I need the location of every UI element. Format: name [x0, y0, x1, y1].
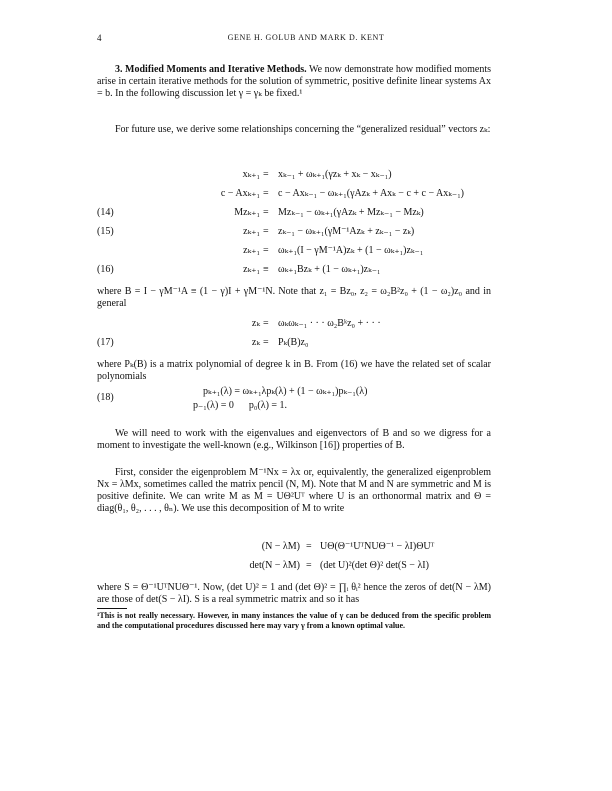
- equation-rhs: ωₖωₖ₋₁ · · · ω₂Bᵏz₀ + · · ·: [278, 318, 381, 329]
- paragraph-where-S: where S = Θ⁻¹UᵀNUΘ⁻¹. Now, (det U)² = 1 and (det Θ)² = ∏ᵢ θᵢ² hence the zeros of det(N − λM) are those of det(S − λI). S is a real symmetric matrix and so it has: [97, 582, 491, 605]
- equation-lhs: zₖ₊₁: [243, 245, 260, 256]
- equation-lhs: zₖ: [251, 337, 260, 348]
- equation-relation: =: [263, 245, 269, 256]
- equation-label-14: (14): [97, 207, 114, 218]
- equation-relation: =: [306, 560, 312, 571]
- equation-line: pₖ₊₁(λ) = ωₖ₊₁λpₖ(λ) + (1 − ωₖ₊₁)pₖ₋₁(λ): [203, 386, 368, 397]
- equation-relation: =: [306, 541, 312, 552]
- equation-lhs: xₖ₊₁: [242, 169, 260, 180]
- equation-rhs: UΘ(Θ⁻¹UᵀNUΘ⁻¹ − λI)ΘUᵀ: [320, 541, 435, 552]
- paragraph-first: First, consider the eigenproblem M⁻¹Nx = λx or, equivalently, the generalized eigenproblem Nx = λMx, sometimes called the matrix pencil (N, M). Note that M and N are symmetric and M is positive definite. We can write M as M = UΘ²Uᵀ where U is an orthonormal matrix and Θ = diag(θ₁, θ₂, . . . , θₙ). We use this decomposition of M to write: [97, 467, 491, 514]
- equation-relation: =: [263, 226, 269, 237]
- paragraph-future-use: For future use, we derive some relationships concerning the “generalized residual” vectors zₖ:: [115, 124, 491, 135]
- equation-lhs: c − Axₖ₊₁: [220, 188, 260, 199]
- equation-rhs: Mzₖ₋₁ − ωₖ₊₁(γAzₖ + Mzₖ₋₁ − Mzₖ): [278, 207, 424, 218]
- section-intro-text: We now demonstrate how modified moments arise in certain iterative methods for the solution of symmetric, positive definite linear systems Ax = b. In the following discussion let γ = γₖ be fixed.¹: [97, 64, 492, 99]
- equation-label-16: (16): [97, 264, 114, 275]
- equation-relation: =: [263, 318, 269, 329]
- equation-relation: =: [263, 337, 269, 348]
- equation-rhs: ωₖ₊₁Bzₖ + (1 − ωₖ₊₁)zₖ₋₁: [278, 264, 381, 275]
- equation-relation: =: [263, 207, 269, 218]
- paragraph-eigen: We will need to work with the eigenvalues and eigenvectors of B and so we digress for a moment to investigate the well-known (e.g., Wilkinson [16]) properties of B.: [97, 428, 491, 451]
- running-title: GENE H. GOLUB AND MARK D. KENT: [227, 33, 385, 42]
- footnote-rule: [97, 608, 127, 609]
- page-number: 4: [97, 33, 102, 43]
- equation-rhs: xₖ₋₁ + ωₖ₊₁(γzₖ + xₖ − xₖ₋₁): [278, 169, 392, 180]
- equation-line: p₋₁(λ) = 0 p₀(λ) = 1.: [193, 400, 288, 411]
- equation-lhs: Mzₖ₊₁: [234, 207, 260, 218]
- paragraph-where-B: where B = I − γM⁻¹A ≡ (1 − γ)I + γM⁻¹N. Note that z₁ = Bz₀, z₂ = ω₂B²z₀ + (1 − ω₂)z₀ and in general: [97, 286, 491, 309]
- equation-relation: ≡: [263, 264, 269, 275]
- section-heading: 3. Modified Moments and Iterative Methods.: [115, 64, 307, 75]
- equation-relation: =: [263, 188, 269, 199]
- equation-lhs: det(N − λM): [249, 560, 300, 571]
- equation-rhs: ωₖ₊₁(I − γM⁻¹A)zₖ + (1 − ωₖ₊₁)zₖ₋₁: [278, 245, 424, 256]
- equation-rhs: (det U)²(det Θ)² det(S − λI): [320, 560, 429, 571]
- equation-lhs: (N − λM): [261, 541, 300, 552]
- equation-lhs: zₖ₊₁: [243, 226, 260, 237]
- equation-label-15: (15): [97, 226, 114, 237]
- equation-rhs: zₖ₋₁ − ωₖ₊₁(γM⁻¹Azₖ + zₖ₋₁ − zₖ): [278, 226, 415, 237]
- equation-lhs: zₖ: [251, 318, 260, 329]
- footnote: ¹This is not really necessary. However, in many instances the value of γ can be deduced from the specific problem and the computational procedures discussed here may vary γ from a known optimal value.: [97, 611, 491, 630]
- paragraph-where-P: where Pₖ(B) is a matrix polynomial of degree k in B. From (16) we have the related set of scalar polynomials: [97, 359, 491, 382]
- equation-relation: =: [263, 169, 269, 180]
- section-3-intro: [97, 64, 491, 100]
- equation-rhs: c − Axₖ₋₁ − ωₖ₊₁(γAzₖ + Axₖ − c + c − Axₖ₋₁): [278, 188, 465, 199]
- equation-label-17: (17): [97, 337, 114, 348]
- equation-lhs: zₖ₊₁: [243, 264, 260, 275]
- equation-label-18: (18): [97, 392, 114, 403]
- equation-rhs: Pₖ(B)z₀: [278, 337, 309, 348]
